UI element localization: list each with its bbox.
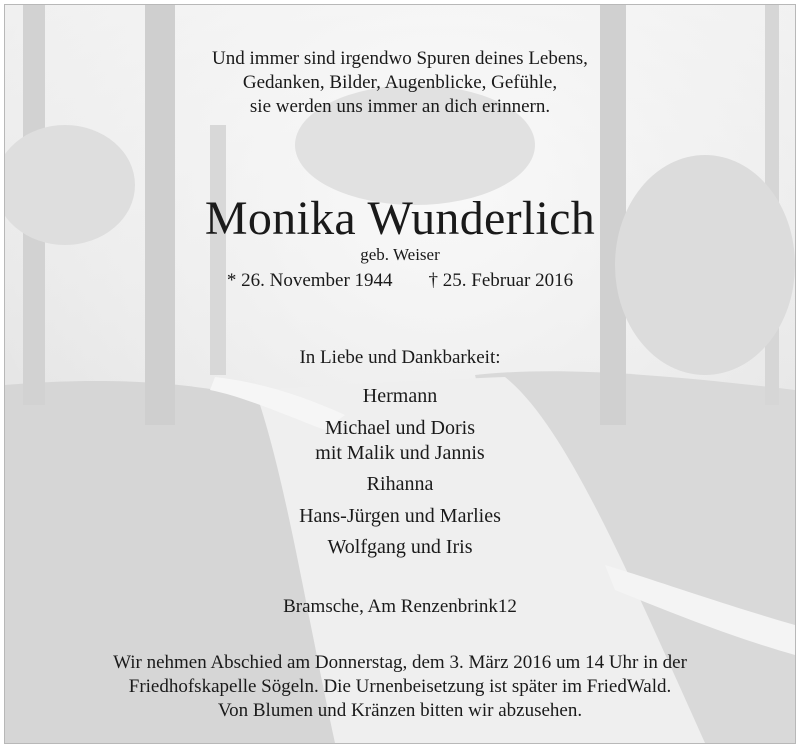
address: Bramsche, Am Renzenbrink12 (283, 596, 517, 617)
poem-line-2: Gedanken, Bilder, Augenblicke, Gefühle, (242, 72, 558, 93)
obituary-content (5, 5, 795, 743)
birth-date: * 26. November 1944 (226, 270, 393, 291)
poem-line-3: sie werden uns immer an dich erinnern. (249, 96, 551, 117)
mourner-2: Michael und Doris (325, 417, 475, 439)
footer-line-1: Wir nehmen Abschied am Donnerstag, dem 3. März 2016 um 14 Uhr in der (113, 652, 687, 673)
mourners-intro: In Liebe und Dankbarkeit: (299, 347, 501, 368)
mourner-4: Rihanna (366, 473, 434, 495)
obituary-frame (4, 4, 796, 744)
birth-name: geb. Weiser (360, 245, 440, 264)
mourner-1: Hermann (362, 385, 438, 407)
death-date: † 25. Februar 2016 (428, 270, 574, 291)
life-dates (5, 270, 795, 292)
footer-line-2: Friedhofskapelle Sögeln. Die Urnenbeisetzung ist später im FriedWald. (128, 676, 672, 697)
mourner-5: Hans-Jürgen und Marlies (299, 505, 501, 527)
mourner-3: mit Malik und Jannis (315, 442, 485, 464)
deceased-name: Monika Wunderlich (204, 192, 596, 245)
mourner-6: Wolfgang und Iris (327, 536, 473, 558)
poem-line-1: Und immer sind irgendwo Spuren deines Lebens, (212, 48, 588, 69)
footer-line-3: Von Blumen und Kränzen bitten wir abzusehen. (217, 700, 583, 721)
